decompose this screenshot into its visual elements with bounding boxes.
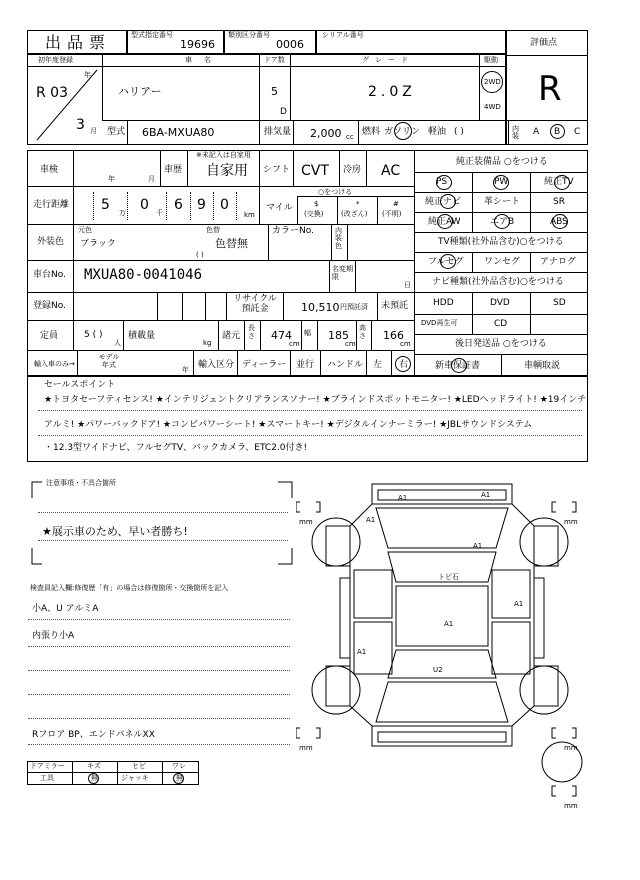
equip-ps-circle xyxy=(436,175,452,190)
tools-jack-status: 無 xyxy=(176,774,183,782)
drive-2wd: 2WD xyxy=(484,78,501,86)
note-line-1: ★展示車のため、早い者勝ち! xyxy=(42,525,188,538)
navi-dvd: DVD xyxy=(490,298,510,308)
height-unit: cm xyxy=(400,340,411,348)
original-color-label: 元色 xyxy=(78,226,92,234)
mm-front-right: mm xyxy=(564,518,578,526)
model-value: 6BA-MXUA80 xyxy=(142,126,215,139)
capacity-label: 定員 xyxy=(40,331,59,341)
history-value: 自家用 xyxy=(206,163,248,179)
equip-navi: 純正ナビ xyxy=(425,197,462,207)
doors-value: 5 xyxy=(271,85,278,98)
equip-sr: SR xyxy=(553,197,565,207)
original-color-value: ブラック xyxy=(80,239,116,249)
handle-label: ハンドル xyxy=(327,360,364,370)
equip-navi-circle xyxy=(440,194,456,209)
width-unit: cm xyxy=(345,340,356,348)
interior-color-label: 内装色 xyxy=(335,227,342,250)
tools-break: ワレ xyxy=(172,762,186,770)
mileage-digit-3: 6 xyxy=(174,197,183,213)
navi-hdd: HDD xyxy=(433,298,454,308)
car-name-value: ハリアー xyxy=(118,85,162,98)
equip-airbag-circle xyxy=(494,214,510,229)
recycle-label: リサイクル預託金 xyxy=(233,294,277,314)
equip-ps: PS xyxy=(436,177,448,187)
chassis-label: 車台No. xyxy=(33,270,66,280)
model-year-label: モデル年式 xyxy=(98,353,120,369)
tools-tool-circle xyxy=(88,773,99,784)
ac-value: AC xyxy=(381,163,401,179)
handle-left: 左 xyxy=(373,360,383,370)
equip-aw-circle xyxy=(437,214,453,229)
diagram-mark-front-bumper-2: A1 xyxy=(481,491,491,499)
parallel-label: 並行 xyxy=(296,360,315,370)
serial-label: シリアル番号 xyxy=(322,31,364,39)
inspector-line-3: Rフロア BP、エンドパネルXX xyxy=(32,730,155,740)
length-unit: cm xyxy=(289,340,300,348)
tv-analog: アナログ xyxy=(540,257,577,267)
equip-airbag: エアB xyxy=(490,217,515,227)
capacity-value: 5 ( ) xyxy=(84,330,103,340)
doors-label: ドア数 xyxy=(264,56,285,64)
equip-pw-circle xyxy=(493,175,509,190)
sales-line-1: ★トヨタセーフティセンス! ★インテリジェントクリアランスソナー! ★ブラインドスポットモニター! ★LEDヘッドライト! ★19インチ xyxy=(44,395,587,405)
first-reg-year-unit: 年 xyxy=(84,71,91,79)
fuel-value: ガソリン xyxy=(384,127,421,137)
exchange-label: (交換) xyxy=(304,210,324,218)
inspector-line-2: 内張り小A xyxy=(32,631,75,641)
displacement-label: 排気量 xyxy=(264,127,292,137)
interior-b-circle xyxy=(550,124,565,139)
equip-pw: PW xyxy=(494,177,509,187)
import-label: 輸入車のみ→ xyxy=(34,360,75,368)
interior-b: B xyxy=(554,127,561,137)
tools-jack-circle xyxy=(173,773,184,784)
tv-oneseg: ワンセグ xyxy=(484,257,521,267)
type-designation-value: 19696 xyxy=(180,38,215,51)
recycle-value: 10,510 xyxy=(301,301,340,314)
displacement-unit: cc xyxy=(346,133,354,141)
equip-abs: ABS xyxy=(550,217,568,227)
tools-crack: ヒビ xyxy=(132,762,146,770)
load-label: 積載量 xyxy=(128,331,156,341)
inspection-month-unit: 月 xyxy=(148,175,155,183)
tools-scratch: キズ xyxy=(87,762,101,770)
navi-sd: SD xyxy=(553,298,566,308)
diagram-mark-left-rear: A1 xyxy=(357,648,367,656)
category-label: 類別区分番号 xyxy=(228,31,270,39)
interior-label: 内装 xyxy=(512,125,519,140)
sales-point-label: セールスポイント xyxy=(44,380,116,390)
length-value: 474 xyxy=(271,329,292,342)
first-reg-label: 初年度登録 xyxy=(38,56,73,64)
notes-bracket xyxy=(28,478,298,568)
name-change-label: 名変期限 xyxy=(332,265,353,282)
color-paren: ( ) xyxy=(196,251,204,259)
tv-header: TV種類(社外品含む)○をつける xyxy=(438,237,564,247)
displacement-value: 2,000 xyxy=(310,127,342,140)
dealer-label: ディーラー xyxy=(242,360,287,370)
height-value: 166 xyxy=(383,329,404,342)
mileage-digit-5: 0 xyxy=(220,197,229,213)
shift-label: シフト xyxy=(263,165,291,175)
mileage-man-unit: 万 xyxy=(119,209,126,217)
navi-cd: CD xyxy=(494,319,508,329)
diagram-mark-roof: A1 xyxy=(444,620,454,628)
car-name-label: 車名 xyxy=(185,56,223,64)
shift-value: CVT xyxy=(301,163,329,179)
unknown-symbol: # xyxy=(393,200,399,208)
car-diagram xyxy=(296,478,596,808)
length-label: 長さ xyxy=(248,324,255,340)
mile-label: マイル xyxy=(266,203,293,213)
mileage-digit-1: 5 xyxy=(101,197,110,213)
tools-tool: 工具 xyxy=(40,774,54,782)
drive-4wd: 4WD xyxy=(484,103,501,111)
inspection-label: 車検 xyxy=(40,165,59,175)
model-year-unit: 年 xyxy=(182,366,189,374)
equip-abs-circle xyxy=(552,214,568,229)
inspector-line-1: 小A、U アルミA xyxy=(32,604,99,614)
drive-label: 駆動 xyxy=(484,56,498,64)
interior-a: A xyxy=(533,127,540,137)
fuel-label: 燃料 xyxy=(362,127,381,137)
name-change-day-unit: 日 xyxy=(404,281,411,289)
recycle-unit: 円預託済 xyxy=(340,303,368,311)
color-code-label: 色替 xyxy=(206,226,220,234)
dims-label: 諸元 xyxy=(222,331,241,341)
color-value: 色替無 xyxy=(215,237,248,250)
handle-right-circle xyxy=(395,356,411,372)
navi-header: ナビ種類(社外品含む)○をつける xyxy=(432,277,564,287)
exchange-symbol: $ xyxy=(314,200,319,208)
mileage-digit-2: 0 xyxy=(140,197,149,213)
history-note: ※未記入は自家用 xyxy=(196,151,251,159)
mm-front-left: mm xyxy=(299,518,313,526)
mm-rear-right: mm xyxy=(564,744,578,752)
category-value: 0006 xyxy=(276,38,304,51)
type-designation-label: 型式指定番号 xyxy=(131,31,173,39)
sales-line-2: アルミ! ★パワーバックドア! ★コンビパワーシート! ★スマートキー! ★デジタルインナーミラー! ★JBLサウンドシステム xyxy=(44,420,533,430)
chassis-value: MXUA80-0041046 xyxy=(84,267,203,283)
diagram-mark-front-bumper-1: A1 xyxy=(398,494,408,502)
later-header: 後日発送品 ○をつける xyxy=(455,339,547,349)
later-warranty-circle xyxy=(451,358,467,373)
diagram-mark-hood: A1 xyxy=(473,542,483,550)
capacity-unit: 人 xyxy=(114,339,121,347)
load-unit: kg xyxy=(203,339,212,347)
registration-label: 登録No. xyxy=(33,301,66,311)
grade-label: グレード xyxy=(362,56,414,64)
grade-value: 2.0Z xyxy=(368,84,416,100)
tv-fullseg-circle xyxy=(440,254,456,269)
tools-tool-status: 無 xyxy=(91,774,98,782)
score-label: 評価点 xyxy=(530,38,558,48)
fuel-circle xyxy=(394,122,412,140)
inspection-year-unit: 年 xyxy=(108,175,115,183)
diagram-mark-rear: U2 xyxy=(433,666,443,674)
later-manual: 車輌取説 xyxy=(524,361,561,371)
equipment-header: 純正装備品 ○をつける xyxy=(456,157,548,167)
exterior-color-label: 外装色 xyxy=(37,237,65,247)
interior-c: C xyxy=(574,127,581,137)
ac-label: 冷房 xyxy=(343,165,362,175)
color-no-label: カラーNo. xyxy=(272,226,314,236)
oil-bracket: ( ) xyxy=(454,127,464,137)
oil-label: 軽油 xyxy=(428,127,447,137)
equip-aw: 純正AW xyxy=(428,217,461,227)
mm-rear-left: mm xyxy=(299,744,313,752)
mileage-circle-note: ○をつける xyxy=(318,188,353,196)
history-label: 車歴 xyxy=(164,165,183,175)
diagram-mark-chip: トビ石 xyxy=(438,573,459,581)
diagram-mark-front-fender-left: A1 xyxy=(366,516,376,524)
width-label: 幅 xyxy=(304,329,311,337)
equip-tv-circle xyxy=(554,175,570,190)
tamper-label: (改ざん) xyxy=(341,210,368,218)
height-label: 高さ xyxy=(359,324,366,340)
width-value: 185 xyxy=(328,329,349,342)
tamper-symbol: * xyxy=(356,200,360,208)
recycle-not: 未預託 xyxy=(381,301,409,311)
inspector-label: 検査員記入欄:修復歴「有」の場合は修復箇所・交換箇所を記入 xyxy=(30,584,229,592)
equip-leather: 革シート xyxy=(484,197,521,207)
navi-dvd-play: DVD再生可 xyxy=(421,319,458,327)
mileage-label: 走行距離 xyxy=(33,200,70,210)
mileage-km-unit: km xyxy=(244,211,255,219)
tv-fullseg: フルセグ xyxy=(428,257,464,267)
equip-tv: 純正TV xyxy=(544,177,574,187)
later-warranty: 新車保証書 xyxy=(435,361,481,371)
diagram-mark-right-door: A1 xyxy=(514,600,524,608)
mileage-sen-unit: 千 xyxy=(156,209,163,217)
unknown-label: (不明) xyxy=(382,210,402,218)
mm-spare: mm xyxy=(564,802,578,810)
page-title: 出品票 xyxy=(45,33,112,52)
first-reg-year: R 03 xyxy=(36,85,68,101)
tools-jack: ジャッキ xyxy=(121,774,149,782)
handle-right: 右 xyxy=(399,360,409,370)
score-value: R xyxy=(538,69,562,109)
model-label: 型式 xyxy=(107,127,126,137)
first-reg-month-unit: 月 xyxy=(90,127,97,135)
door-type: D xyxy=(280,107,287,117)
notes-label: 注意事項・不具合箇所 xyxy=(46,479,116,487)
import-class-label: 輸入区分 xyxy=(198,360,235,370)
tools-door-mirror: ドアミラー xyxy=(30,762,65,770)
mileage-digit-4: 9 xyxy=(197,197,206,213)
first-reg-month: 3 xyxy=(76,117,85,133)
sales-line-3: ・12.3型ワイドナビ、フルセグTV、バックカメラ、ETC2.0付き! xyxy=(44,443,308,453)
